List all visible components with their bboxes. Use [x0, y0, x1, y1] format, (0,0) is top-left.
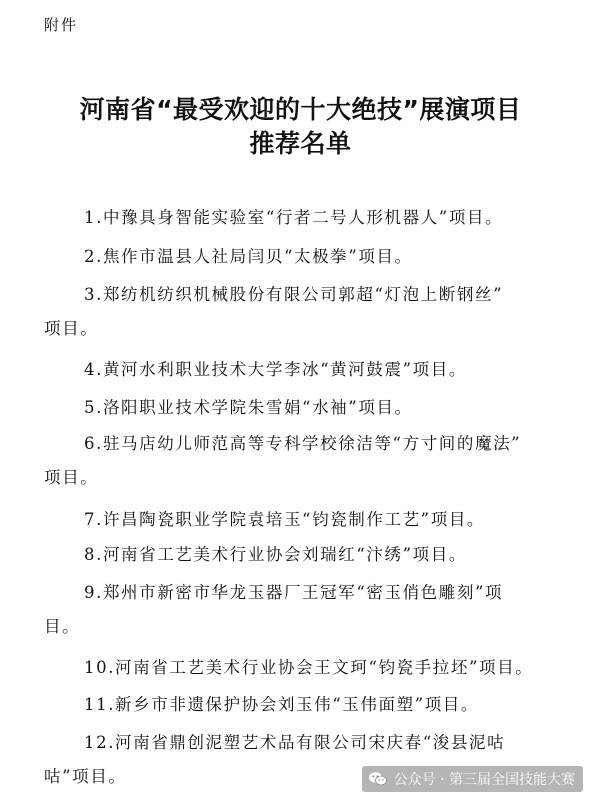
page-title: 河南省“最受欢迎的十大绝技”展演项目 — [79, 95, 522, 124]
list-item — [44, 201, 564, 235]
list-item-text: 4.黄河水利职业技术大学李冰“黄河鼓震”项目。 — [84, 360, 467, 379]
list-item-text: 2.焦作市温县人社局闫贝“太极拳”项目。 — [84, 247, 413, 266]
watermark — [362, 766, 583, 792]
list-item-continuation: 项目。 — [44, 319, 99, 338]
list-item-continuation: 咕”项目。 — [44, 767, 127, 786]
list-item-text: 8.河南省工艺美术行业协会刘瑞红“汴绣”项目。 — [84, 545, 467, 564]
list-item-text: 10.河南省工艺美术行业协会王文珂“钧瓷手拉坯”项目。 — [84, 658, 534, 677]
list-item — [44, 688, 564, 722]
list-item-continuation: 目。 — [44, 617, 81, 636]
list-item — [44, 538, 564, 572]
list-item — [44, 651, 564, 685]
list-item — [44, 427, 564, 495]
list-item — [44, 278, 564, 346]
list-item-text: 7.许昌陶瓷职业学院袁培玉“钧瓷制作工艺”项目。 — [84, 510, 486, 529]
list-item — [44, 576, 564, 644]
list-item-continuation: 项目。 — [44, 468, 99, 487]
list-item-text: 11.新乡市非遗保护协会刘玉伟“玉伟面塑”项目。 — [84, 695, 480, 714]
attachment-label: 附件 — [44, 16, 79, 34]
list-item-text: 9.郑州市新密市华龙玉器厂王冠军“密玉俏色雕刻”项 — [84, 583, 504, 602]
list-item-text: 3.郑纺机纺织机械股份有限公司郭超“灯泡上断钢丝” — [84, 285, 504, 304]
list-item — [44, 353, 564, 387]
watermark-text: 公众号 · 第三届全国技能大赛 — [393, 772, 575, 788]
wechat-icon — [368, 771, 388, 787]
list-item — [44, 240, 564, 274]
list-item-text: 12.河南省鼎创泥塑艺术品有限公司宋庆春“浚县泥咕 — [84, 733, 506, 752]
list-item-text: 5.洛阳职业技术学院朱雪娟“水袖”项目。 — [84, 398, 413, 417]
page-subtitle: 推荐名单 — [249, 129, 352, 158]
list-item-text: 6.驻马店幼儿师范高等专科学校徐洁等“方寸间的魔法” — [84, 434, 522, 453]
list-item-text: 1.中豫具身智能实验室“行者二号人形机器人”项目。 — [84, 208, 504, 227]
list-item — [44, 503, 564, 537]
list-item — [44, 391, 564, 425]
